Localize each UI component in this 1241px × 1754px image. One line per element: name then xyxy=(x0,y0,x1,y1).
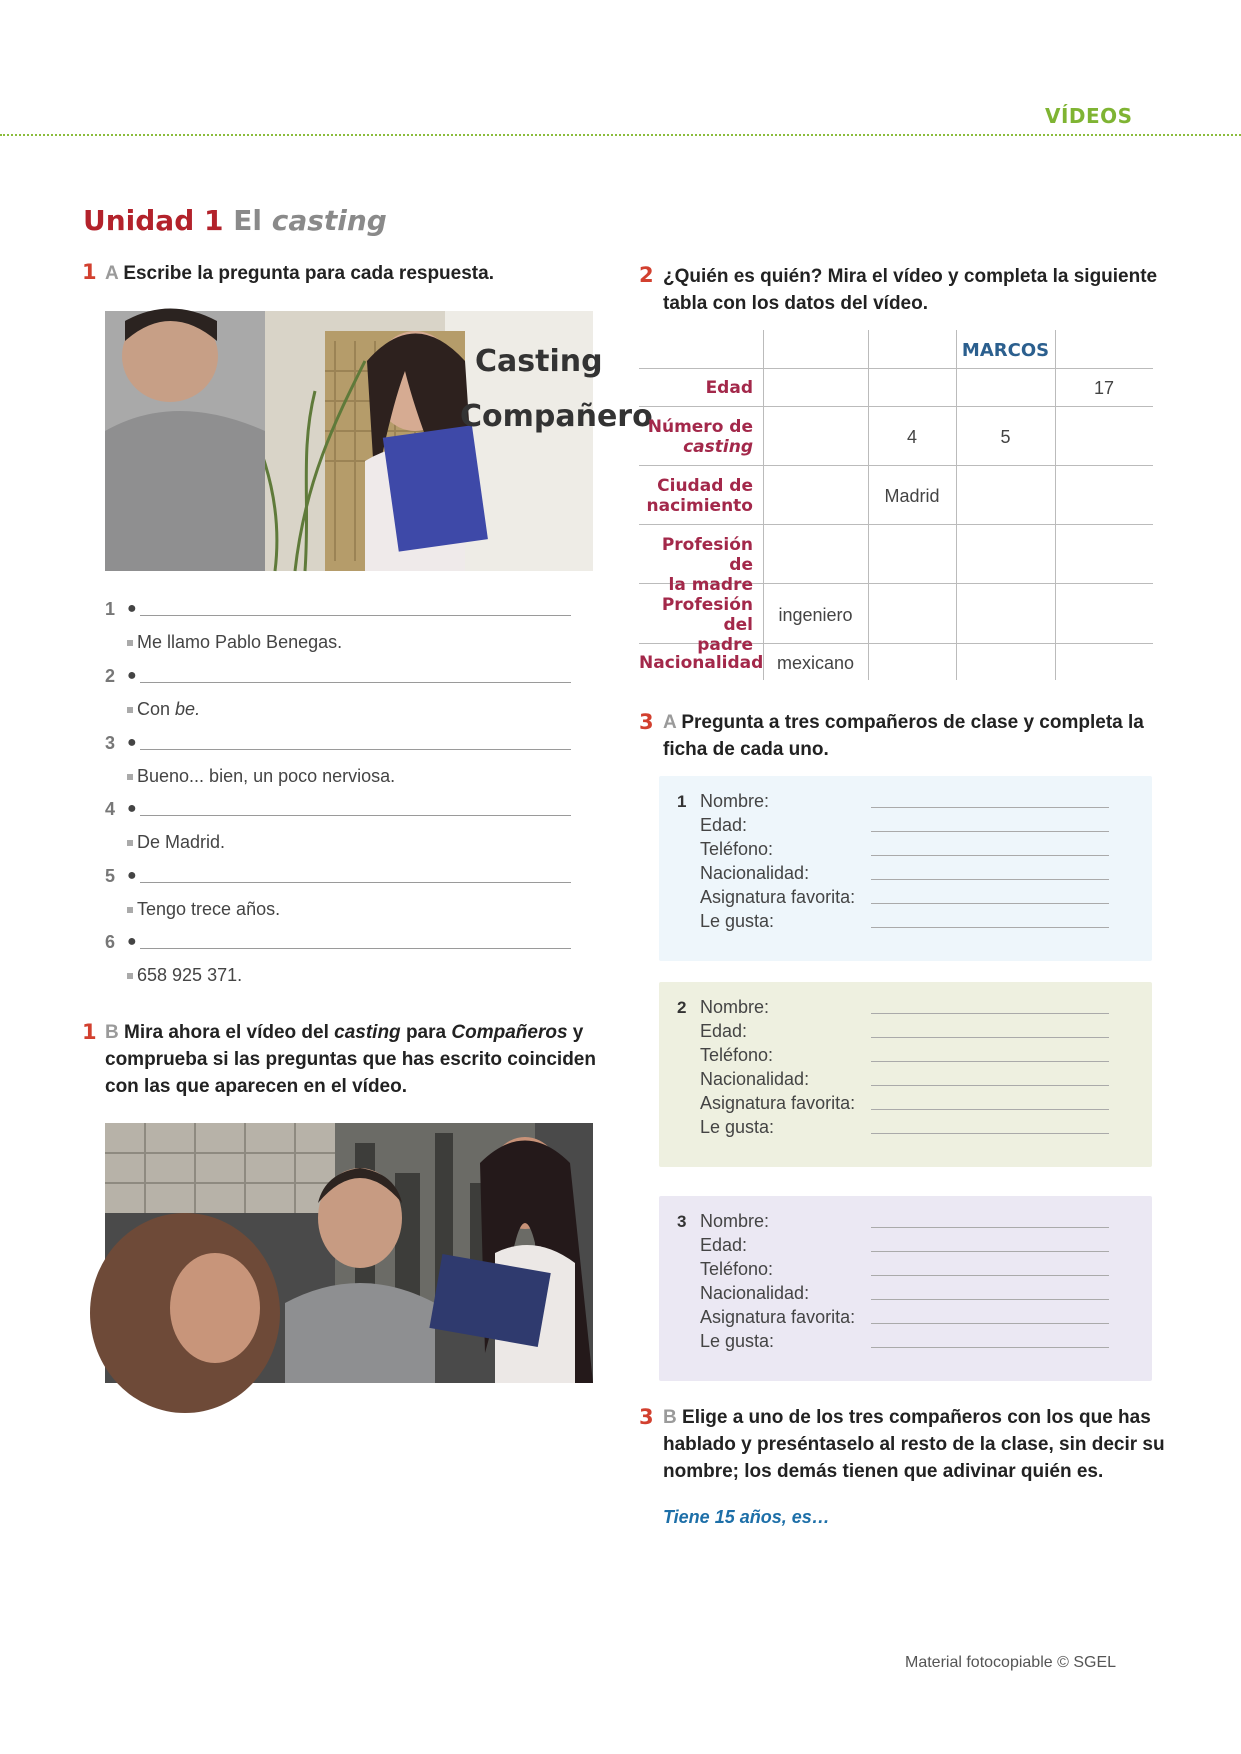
card-3-field-nacionalidad: Nacionalidad: xyxy=(700,1283,810,1303)
card-1-field-asignatura: Asignatura favorita: xyxy=(700,887,856,907)
card-3-field-asignatura: Asignatura favorita: xyxy=(700,1307,856,1327)
ex3b-letter: B xyxy=(663,1407,677,1428)
unit-title-italic: casting xyxy=(271,204,387,237)
photo-casting-1-illustration xyxy=(105,311,653,571)
card-2-line-6[interactable] xyxy=(871,1133,1109,1134)
ex1a-item-6-line xyxy=(140,948,571,949)
ex1b-instruction xyxy=(105,1019,605,1100)
card-3-field-edad: Edad: xyxy=(700,1235,748,1255)
ex1a-item-4-bullet: ● xyxy=(127,800,137,817)
cell-padre-col1: ingeniero xyxy=(778,605,853,625)
ex1b-letter: B xyxy=(105,1022,119,1043)
card-3-line-1[interactable] xyxy=(871,1227,1109,1228)
ex1b-number: 1 xyxy=(82,1020,97,1044)
ex1a-item-6-answer-text: 658 925 371. xyxy=(137,965,243,985)
profile-card-3 xyxy=(659,1196,1152,1381)
card-1-fields xyxy=(700,789,855,933)
ex3b-number: 3 xyxy=(639,1405,654,1429)
ex1a-item-2-answer xyxy=(127,699,200,720)
ex1a-item-5-bullet: ● xyxy=(127,867,137,884)
photo-sign-casting: Casting xyxy=(475,344,603,379)
ex1a-item-1-bullet: ● xyxy=(127,600,137,617)
card-1-num: 1 xyxy=(677,792,687,811)
row-label-ciudad-1: Ciudad de xyxy=(657,476,753,496)
card-2-fields xyxy=(700,995,855,1139)
table-header-marcos: MARCOS xyxy=(961,340,1050,361)
cell-nacionalidad-col1: mexicano xyxy=(776,653,855,673)
ex2-number: 2 xyxy=(639,263,654,287)
ex1a-number: 1 xyxy=(82,260,97,284)
card-3-fields xyxy=(700,1209,855,1353)
ex1a-item-3-num: 3 xyxy=(105,733,116,753)
row-label-prof-madre-1: Profesión de xyxy=(661,535,753,575)
ex1a-item-1-line xyxy=(140,615,571,616)
ex1b-l1a: Mira ahora el vídeo del xyxy=(124,1022,329,1043)
row-label-prof-madre-2: la madre xyxy=(668,575,753,595)
ex1a-item-6-bullet: ● xyxy=(127,933,137,950)
card-2-field-asignatura: Asignatura favorita: xyxy=(700,1093,856,1113)
row-label-nacionalidad: Nacionalidad xyxy=(639,653,764,673)
cell-ciudad-col2: Madrid xyxy=(884,486,940,506)
card-1-line-4[interactable] xyxy=(871,879,1109,880)
row-label-ciudad xyxy=(639,476,753,516)
ex1a-instruction-text: Escribe la pregunta para cada respuesta. xyxy=(123,263,494,284)
ex1b-l1b: casting xyxy=(334,1022,401,1043)
ex2-l2: tabla con los datos del vídeo. xyxy=(663,293,928,314)
row-label-numero xyxy=(639,417,753,457)
ex1a-item-3-answer xyxy=(127,766,395,787)
ex3a-number: 3 xyxy=(639,710,654,734)
card-1-field-nacionalidad: Nacionalidad: xyxy=(700,863,810,883)
card-3-num: 3 xyxy=(677,1212,687,1231)
row-label-prof-padre-1: Profesión del xyxy=(661,595,753,635)
card-1-line-3[interactable] xyxy=(871,855,1109,856)
ex1a-item-4-line xyxy=(140,815,571,816)
header-divider xyxy=(0,134,1241,136)
ex1a-item-4-answer-text: De Madrid. xyxy=(137,832,226,852)
ex3b-instruction xyxy=(663,1404,1203,1485)
ex1a-item-6-num: 6 xyxy=(105,932,116,952)
photo-casting-1 xyxy=(105,311,653,571)
ex1a-item-2-answer-italic: be. xyxy=(175,699,201,719)
ex3a-letter: A xyxy=(663,712,677,733)
ex1a-item-2-answer-text: Con xyxy=(137,699,171,719)
ex1b-l1c: para xyxy=(405,1022,447,1043)
unit-title-plain: El xyxy=(233,204,262,237)
ex2-l1: ¿Quién es quién? Mira el vídeo y completa la siguiente xyxy=(663,266,1158,287)
ex1a-item-4-num: 4 xyxy=(105,799,116,819)
card-1-line-2[interactable] xyxy=(871,831,1109,832)
ex1a-item-1-answer xyxy=(127,632,342,653)
unit-label: Unidad 1 xyxy=(83,204,224,237)
ex2-instruction xyxy=(663,263,1183,317)
card-2-line-1[interactable] xyxy=(871,1013,1109,1014)
ex1a-letter: A xyxy=(105,263,119,284)
ex1a-item-1-answer-text: Me llamo Pablo Benegas. xyxy=(137,632,343,652)
row-label-numero-1: Número de xyxy=(647,417,753,437)
ex1a-item-4-answer xyxy=(127,832,225,853)
ex3a-l2: ficha de cada uno. xyxy=(663,739,829,760)
card-1-line-5[interactable] xyxy=(871,903,1109,904)
card-1-field-le-gusta: Le gusta: xyxy=(700,911,775,931)
card-3-line-2[interactable] xyxy=(871,1251,1109,1252)
photo-sign-companeros: Compañero xyxy=(460,399,653,434)
profile-card-1 xyxy=(659,776,1152,961)
cell-numero-col2: 4 xyxy=(906,427,917,447)
ex1a-item-3-bullet: ● xyxy=(127,734,137,751)
ex1a-item-5-answer xyxy=(127,899,280,920)
cell-numero-col3: 5 xyxy=(1000,427,1011,447)
unit-title xyxy=(83,204,387,237)
card-2-field-nombre: Nombre: xyxy=(700,997,770,1017)
card-1-field-telefono: Teléfono: xyxy=(700,839,774,859)
card-3-field-nombre: Nombre: xyxy=(700,1211,770,1231)
ex1b-l2: comprueba si las preguntas que has escrito coinciden xyxy=(105,1049,596,1070)
section-tag: VÍDEOS xyxy=(1045,104,1133,128)
card-2-num: 2 xyxy=(677,998,687,1017)
card-2-line-4[interactable] xyxy=(871,1085,1109,1086)
card-3-field-telefono: Teléfono: xyxy=(700,1259,774,1279)
ex3a-instruction xyxy=(663,709,1183,763)
row-label-prof-padre-2: padre xyxy=(697,635,753,655)
card-2-field-edad: Edad: xyxy=(700,1021,748,1041)
row-label-prof-padre xyxy=(639,595,753,655)
ex1a-item-5-answer-text: Tengo trece años. xyxy=(137,899,281,919)
photo-casting-2-illustration xyxy=(105,1123,593,1383)
row-label-edad: Edad xyxy=(705,378,753,398)
row-label-prof-madre xyxy=(639,535,753,595)
photo-casting-2 xyxy=(105,1123,593,1383)
ex3a-l1: Pregunta a tres compañeros de clase y completa la xyxy=(681,712,1144,733)
card-2-line-2[interactable] xyxy=(871,1037,1109,1038)
ex3b-example: Tiene 15 años, es… xyxy=(663,1507,830,1527)
ex1a-item-1-num: 1 xyxy=(105,599,116,619)
card-3-line-3[interactable] xyxy=(871,1275,1109,1276)
card-1-line-1[interactable] xyxy=(871,807,1109,808)
card-3-line-5[interactable] xyxy=(871,1323,1109,1324)
ex1b-l1d: Compañeros xyxy=(451,1022,568,1043)
ex1a-item-3-answer-text: Bueno... bien, un poco nerviosa. xyxy=(137,766,396,786)
card-2-field-telefono: Teléfono: xyxy=(700,1045,774,1065)
card-3-line-4[interactable] xyxy=(871,1299,1109,1300)
ex1a-item-3-line xyxy=(140,749,571,750)
ex1a-item-2-line xyxy=(140,682,571,683)
card-3-line-6[interactable] xyxy=(871,1347,1109,1348)
copyright-footer: Material fotocopiable © SGEL xyxy=(905,1654,1117,1671)
ex1b-l1e: y xyxy=(572,1022,584,1043)
ex1a-item-2-num: 2 xyxy=(105,666,116,686)
card-3-field-le-gusta: Le gusta: xyxy=(700,1331,775,1351)
card-1-field-nombre: Nombre: xyxy=(700,791,770,811)
cell-edad-col4: 17 xyxy=(1093,378,1115,398)
row-label-ciudad-2: nacimiento xyxy=(646,496,753,516)
row-label-numero-2: casting xyxy=(683,437,753,457)
ex3b-l1: Elige a uno de los tres compañeros con los que has xyxy=(682,1407,1151,1428)
card-2-line-3[interactable] xyxy=(871,1061,1109,1062)
profile-card-2 xyxy=(659,982,1152,1167)
card-2-line-5[interactable] xyxy=(871,1109,1109,1110)
card-2-field-le-gusta: Le gusta: xyxy=(700,1117,775,1137)
ex1a-item-6-answer xyxy=(127,965,242,986)
ex2-table xyxy=(639,330,1153,680)
card-1-field-edad: Edad: xyxy=(700,815,748,835)
card-2-field-nacionalidad: Nacionalidad: xyxy=(700,1069,810,1089)
card-1-line-6[interactable] xyxy=(871,927,1109,928)
ex1b-l3: con las que aparecen en el vídeo. xyxy=(105,1076,408,1097)
ex3b-l3: nombre; los demás tienen que adivinar quién es. xyxy=(663,1461,1104,1482)
ex1a-item-5-line xyxy=(140,882,571,883)
ex1a-item-5-num: 5 xyxy=(105,866,116,886)
ex1a-instruction xyxy=(105,260,494,287)
ex1a-item-2-bullet: ● xyxy=(127,667,137,684)
ex3b-l2: hablado y preséntaselo al resto de la clase, sin decir su xyxy=(663,1434,1165,1455)
